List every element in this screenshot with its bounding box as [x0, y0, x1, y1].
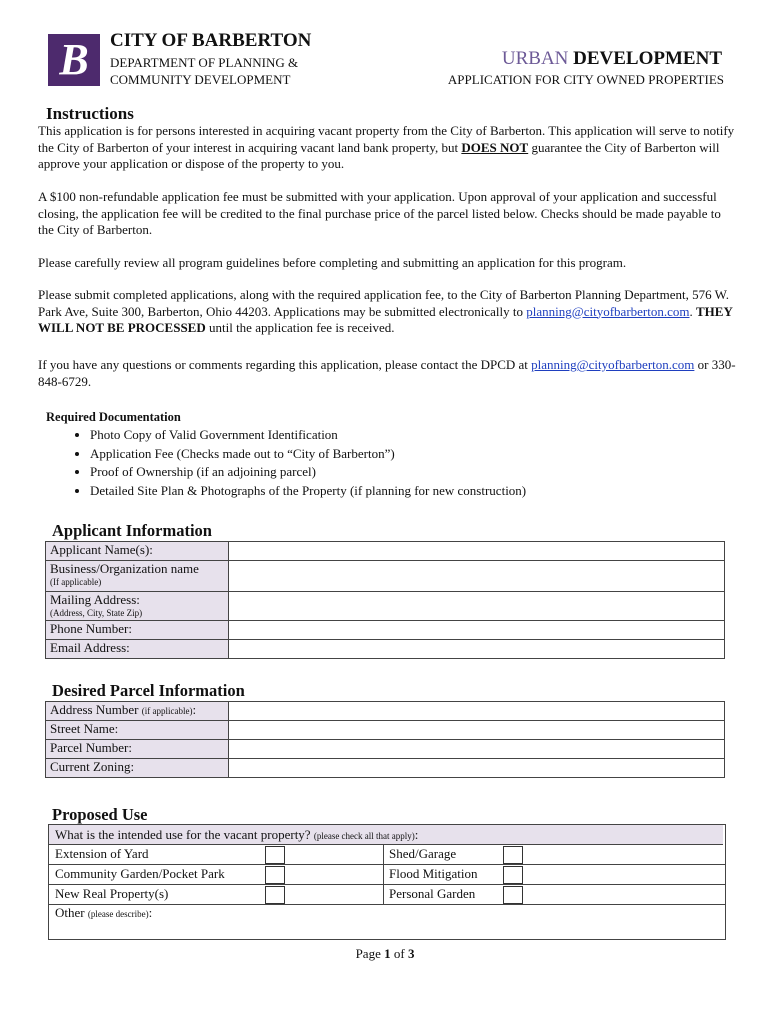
- department-line-1: DEPARTMENT OF PLANNING &: [110, 55, 299, 70]
- p5-text-a: If you have any questions or comments regarding this application, please contact the DPCD at: [38, 357, 532, 372]
- required-documentation-list: [52, 426, 730, 501]
- row-divider: [49, 864, 725, 865]
- applicant-information-heading: Applicant Information: [52, 521, 212, 540]
- instructions-paragraph-2: A $100 non-refundable application fee must be submitted with your application. Upon approval of your application and successful closing, the application fee will be credited to the final purchase price of the parcel listed below. Checks should be made payable to the City of Barberton.: [38, 189, 721, 237]
- address-number-field[interactable]: [229, 702, 725, 721]
- list-item: • Proof of Ownership (if an adjoining parcel): [90, 463, 730, 482]
- page-footer: [0, 946, 770, 962]
- mailing-address-label: Mailing Address:: [50, 592, 140, 607]
- address-number-label: [46, 702, 229, 721]
- checkbox-flood-mitigation[interactable]: [503, 866, 523, 884]
- p4-text-b: .: [689, 303, 696, 319]
- instructions-paragraph-4: [38, 287, 738, 337]
- p4-text-a: Please submit completed applications, along with the required application fee, to the City of Barberton Planning Department, 576 W. Park Ave, Suite 300, Barberton, Ohio 44203. Applications may be submitted electronically to: [38, 287, 730, 319]
- option-personal-garden: Personal Garden: [389, 886, 476, 901]
- parcel-number-label: Parcel Number:: [46, 740, 229, 759]
- development-word: DEVELOPMENT: [573, 48, 722, 69]
- instructions-paragraph-1: [38, 123, 738, 173]
- of-word: of: [393, 946, 405, 961]
- business-name-label: Business/Organization name: [50, 561, 199, 576]
- urban-word: URBAN: [501, 48, 569, 69]
- list-item: • Application Fee (Checks made out to “City of Barberton”): [90, 445, 730, 464]
- email-address-field[interactable]: [229, 640, 725, 659]
- page-total: 3: [407, 946, 415, 961]
- p1-text-b: guarantee the City of Barberton will approve your application or dispose of the property to you.: [38, 139, 720, 171]
- department-line-2: COMMUNITY DEVELOPMENT: [110, 72, 291, 87]
- street-name-field[interactable]: [229, 721, 725, 740]
- applicant-name-label: Applicant Name(s):: [46, 542, 229, 561]
- checkbox-extension-of-yard[interactable]: [265, 846, 285, 864]
- checkbox-personal-garden[interactable]: [503, 886, 523, 904]
- option-flood-mitigation: Flood Mitigation: [389, 866, 478, 881]
- checkbox-new-real-property[interactable]: [265, 886, 285, 904]
- applicant-name-field[interactable]: [229, 542, 725, 561]
- application-title: APPLICATION FOR CITY OWNED PROPERTIES: [447, 72, 724, 87]
- other-label: Other: [55, 905, 85, 920]
- required-documentation-heading: Required Documentation: [46, 410, 181, 424]
- option-shed-garage: Shed/Garage: [389, 846, 457, 861]
- checkbox-community-garden[interactable]: [265, 866, 285, 884]
- option-new-real-property: New Real Property(s): [55, 886, 169, 901]
- question-note: (please check all that apply): [313, 831, 415, 841]
- address-number-colon: :: [192, 702, 197, 717]
- current-zoning-label: Current Zoning:: [46, 759, 229, 778]
- page-number: 1: [384, 946, 391, 961]
- other-note: (please describe): [87, 909, 149, 919]
- instructions-paragraph-3: Please carefully review all program guidelines before completing and submitting an application for this program.: [38, 255, 627, 270]
- p4-text-c: until the application fee is received.: [205, 320, 395, 335]
- logo-letter: B: [59, 35, 89, 84]
- phone-number-label: Phone Number:: [46, 621, 229, 640]
- street-name-label: Street Name:: [46, 721, 229, 740]
- proposed-use-box: [48, 824, 726, 940]
- business-name-note: (If applicable): [50, 577, 102, 587]
- urban-development-title: [502, 48, 722, 70]
- checkbox-shed-garage[interactable]: [503, 846, 523, 864]
- proposed-use-question: [49, 825, 723, 845]
- mailing-address-note: (Address, City, State Zip): [50, 608, 143, 618]
- parcel-information-table: [45, 701, 725, 778]
- instructions-paragraph-5: [38, 357, 738, 390]
- question-colon: :: [414, 827, 419, 842]
- city-logo: [48, 34, 100, 86]
- list-item: • Detailed Site Plan & Photographs of the Property (if planning for new construction): [90, 482, 730, 501]
- address-number-text: Address Number: [50, 702, 139, 717]
- email-link-2[interactable]: planning@cityofbarberton.com: [531, 357, 695, 372]
- not-processed-warning: THEY WILL NOT BE PROCESSED: [38, 303, 733, 335]
- business-name-label-cell: [46, 561, 229, 592]
- list-item: • Photo Copy of Valid Government Identification: [90, 426, 730, 445]
- phone-number-field[interactable]: [229, 621, 725, 640]
- row-divider: [49, 884, 725, 885]
- other-colon: :: [148, 905, 153, 920]
- option-extension-of-yard: Extension of Yard: [55, 846, 149, 861]
- email-link-1[interactable]: planning@cityofbarberton.com: [526, 303, 690, 319]
- other-description-field[interactable]: [169, 905, 719, 937]
- proposed-use-heading: Proposed Use: [52, 805, 148, 824]
- option-other: [55, 905, 152, 921]
- parcel-number-field[interactable]: [229, 740, 725, 759]
- email-address-label: Email Address:: [46, 640, 229, 659]
- mailing-address-label-cell: [46, 592, 229, 621]
- does-not-emphasis: DOES NOT: [461, 139, 529, 155]
- parcel-information-heading: Desired Parcel Information: [52, 681, 245, 700]
- option-community-garden: Community Garden/Pocket Park: [55, 866, 225, 881]
- question-text: What is the intended use for the vacant property?: [55, 827, 311, 842]
- instructions-heading: Instructions: [46, 104, 134, 123]
- applicant-information-table: [45, 541, 725, 659]
- city-name: CITY OF BARBERTON: [110, 30, 312, 51]
- current-zoning-field[interactable]: [229, 759, 725, 778]
- column-divider: [383, 845, 384, 904]
- mailing-address-field[interactable]: [229, 592, 725, 621]
- p5-text-b: or 330-848-6729.: [38, 357, 736, 389]
- address-number-note: (if applicable): [141, 706, 193, 716]
- page-word: Page: [355, 946, 381, 961]
- p1-text-a: This application is for persons interested in acquiring vacant property from the City of Barberton. This application will serve to notify the City of Barberton of your interest in acquiring vacant land bank property, but: [38, 123, 735, 155]
- business-name-field[interactable]: [229, 561, 725, 592]
